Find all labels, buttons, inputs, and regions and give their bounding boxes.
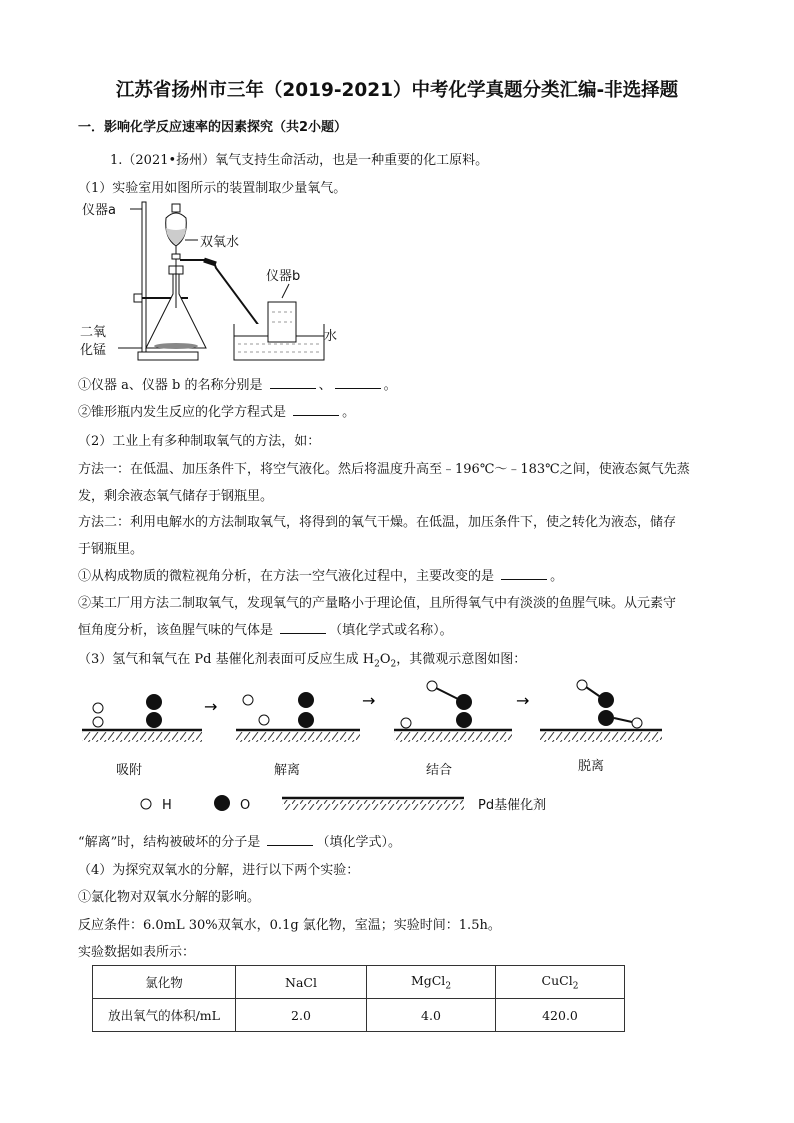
arrow-3: →	[516, 691, 530, 710]
label-mno2-1: 二氧	[80, 325, 107, 340]
stage-desorption	[540, 680, 662, 742]
stage-label-4: 脱离	[578, 759, 605, 774]
question-2-2-line-2: 恒角度分析，该鱼腥气味的气体是 （填化学式或名称）。	[78, 623, 453, 638]
label-instrument-b: 仪器b	[266, 269, 301, 284]
question-3: “解离”时，结构被破坏的分子是 （填化学式）。	[78, 835, 401, 850]
stage-label-3: 结合	[426, 763, 453, 778]
section-heading: 一．影响化学反应速率的因素探究（共2小题）	[78, 120, 348, 135]
data-table	[92, 965, 625, 1032]
question-2-1: ①从构成物质的微粒视角分析，在方法一空气液化过程中，主要改变的是 。	[78, 569, 564, 584]
part-4: （4）为探究双氧水的分解，进行以下两个实验：	[78, 863, 360, 878]
stage-combination	[394, 681, 512, 742]
answer-blank-particle[interactable]	[501, 568, 547, 580]
table-row	[93, 999, 625, 1032]
header-cell: MgCl$_2$	[367, 966, 496, 999]
answer-blank-equation[interactable]	[293, 404, 339, 416]
legend-h: H	[162, 798, 172, 813]
stage-adsorption	[82, 694, 202, 742]
answer-blank-gas[interactable]	[280, 622, 326, 634]
method-1-line-2: 发，剩余液态氧气储存于钢瓶里。	[78, 489, 274, 504]
question-1-2: ②锥形瓶内发生反应的化学方程式是 。	[78, 405, 356, 420]
table-cell: 2.0	[236, 999, 367, 1032]
question-1-1: ①仪器 a、仪器 b 的名称分别是 、 。	[78, 378, 397, 393]
part-3: （3）氢气和氧气在 Pd 基催化剂表面可反应生成 $H_2O_2$，其微观示意图如图：	[78, 652, 527, 670]
stage-label-2: 解离	[274, 763, 301, 778]
legend-o: O	[240, 798, 251, 813]
label-mno2-2: 化锰	[80, 343, 107, 358]
label-instrument-a: 仪器a	[82, 203, 116, 218]
table-cell: 4.0	[367, 999, 496, 1032]
label-water: 水	[324, 329, 338, 344]
reaction-conditions: 反应条件：6.0mL 30%双氧水，0.1g 氯化物，室温；实验时间：1.5h。	[78, 918, 501, 933]
row-label: 放出氧气的体积/mL	[93, 999, 236, 1032]
table-header-row	[93, 966, 625, 999]
table-cell: 420.0	[496, 999, 625, 1032]
answer-blank-molecule[interactable]	[267, 834, 313, 846]
legend-catalyst: Pd基催化剂	[478, 798, 547, 813]
answer-blank-a[interactable]	[270, 377, 316, 389]
header-cell: CuCl$_2$	[496, 966, 625, 999]
question-intro: 1.（2021•扬州）氧气支持生命活动，也是一种重要的化工原料。	[110, 153, 489, 168]
arrow-1: →	[204, 697, 218, 716]
header-cell: 氯化物	[93, 966, 236, 999]
arrow-2: →	[362, 691, 376, 710]
document-title: 江苏省扬州市三年（2019-2021）中考化学真题分类汇编-非选择题	[115, 80, 679, 101]
method-1-line-1: 方法一：在低温、加压条件下，将空气液化。然后将温度升高至﹣196℃～﹣183℃之间，使液态氮气先蒸	[78, 462, 690, 477]
question-2-2-line-1: ②某工厂用方法二制取氧气，发现氧气的产量略小于理论值，且所得氧气中有淡淡的鱼腥气味。从元素守	[78, 596, 677, 611]
answer-blank-b[interactable]	[335, 377, 381, 389]
table-intro: 实验数据如表所示：	[78, 945, 196, 960]
stage-label-1: 吸附	[116, 763, 143, 778]
stage-dissociation	[236, 692, 360, 742]
catalysis-micro-diagram	[76, 676, 696, 820]
oxygen-apparatus-diagram	[76, 198, 376, 366]
part-2: （2）工业上有多种制取氧气的方法，如：	[78, 434, 321, 449]
header-cell: NaCl	[236, 966, 367, 999]
experiment-1: ①氯化物对双氧水分解的影响。	[78, 890, 261, 905]
label-h2o2: 双氧水	[200, 235, 240, 250]
method-2-line-1: 方法二：利用电解水的方法制取氧气，将得到的氧气干燥。在低温，加压条件下，使之转化为液态，储存	[78, 515, 677, 530]
part-1: （1）实验室用如图所示的装置制取少量氧气。	[78, 181, 347, 196]
method-2-line-2: 于钢瓶里。	[78, 542, 144, 557]
